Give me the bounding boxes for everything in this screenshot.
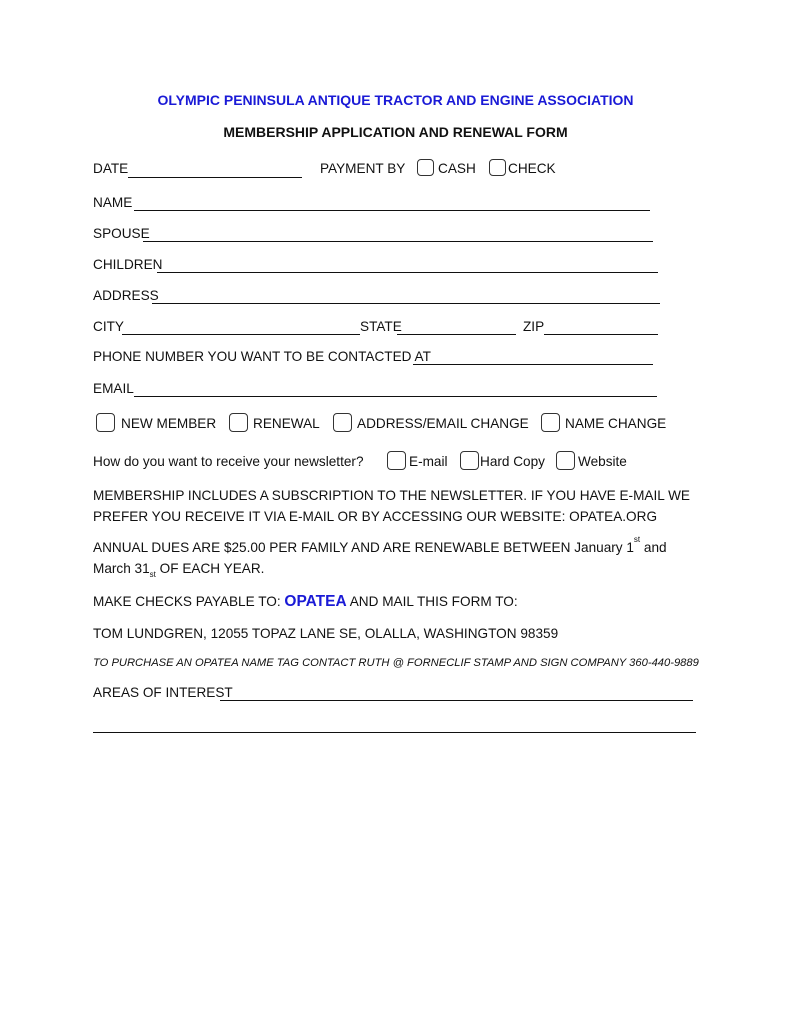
- state-field[interactable]: [397, 334, 516, 335]
- check-checkbox[interactable]: [489, 159, 506, 176]
- email-field[interactable]: [134, 396, 657, 397]
- spouse-field[interactable]: [143, 241, 653, 242]
- renewal-label: RENEWAL: [253, 416, 320, 431]
- children-field[interactable]: [157, 272, 658, 273]
- date-label: DATE: [93, 161, 129, 176]
- organization-title: OLYMPIC PENINSULA ANTIQUE TRACTOR AND ENGINE ASSOCIATION: [157, 92, 634, 108]
- email-label: EMAIL: [93, 381, 134, 396]
- dues-text-2: and March 31: [93, 540, 667, 576]
- dues-info: [93, 537, 693, 579]
- new-member-checkbox[interactable]: [96, 413, 115, 432]
- newsletter-hard-copy-label: Hard Copy: [480, 454, 545, 469]
- date-field[interactable]: [128, 177, 302, 178]
- checks-payable-label: MAKE CHECKS PAYABLE TO:: [93, 594, 285, 609]
- areas-of-interest-field[interactable]: [220, 700, 693, 701]
- payee-name: OPATEA: [284, 593, 347, 610]
- new-member-label: NEW MEMBER: [121, 416, 217, 431]
- address-email-change-label: ADDRESS/EMAIL CHANGE: [357, 416, 529, 431]
- name-tag-note: TO PURCHASE AN OPATEA NAME TAG CONTACT RUTH @ FORNECLIF STAMP AND SIGN COMPANY 360-440-9889: [93, 657, 699, 669]
- newsletter-email-label: E-mail: [409, 454, 448, 469]
- newsletter-website-checkbox[interactable]: [556, 451, 575, 470]
- newsletter-hard-copy-checkbox[interactable]: [460, 451, 479, 470]
- subscription-info: MEMBERSHIP INCLUDES A SUBSCRIPTION TO THE NEWSLETTER. IF YOU HAVE E-MAIL WE PREFER YOU RECEIVE IT VIA E-MAIL OR BY ACCESSING OUR WEBSITE: OPATEA.ORG: [93, 488, 690, 524]
- zip-label: ZIP: [523, 319, 545, 334]
- newsletter-question: How do you want to receive your newsletter?: [93, 454, 364, 469]
- spouse-label: SPOUSE: [93, 226, 150, 241]
- name-change-checkbox[interactable]: [541, 413, 560, 432]
- name-label: NAME: [93, 195, 133, 210]
- form-title: MEMBERSHIP APPLICATION AND RENEWAL FORM: [223, 124, 568, 140]
- dues-superscript-1: st: [633, 535, 641, 545]
- name-field[interactable]: [134, 210, 650, 211]
- mail-address: TOM LUNDGREN, 12055 TOPAZ LANE SE, OLALLA, WASHINGTON 98359: [93, 626, 559, 641]
- renewal-checkbox[interactable]: [229, 413, 248, 432]
- mail-form-label: AND MAIL THIS FORM TO:: [346, 594, 518, 609]
- areas-of-interest-label: AREAS OF INTEREST: [93, 685, 233, 700]
- cash-checkbox[interactable]: [417, 159, 434, 176]
- name-change-label: NAME CHANGE: [565, 416, 667, 431]
- checks-payable-line: [93, 592, 518, 612]
- zip-field[interactable]: [544, 334, 658, 335]
- dues-text-1: ANNUAL DUES ARE $25.00 PER FAMILY AND ARE RENEWABLE BETWEEN January 1: [93, 540, 634, 555]
- city-field[interactable]: [122, 334, 360, 335]
- areas-of-interest-field-line-2[interactable]: [93, 732, 696, 733]
- children-label: CHILDREN: [93, 257, 163, 272]
- state-label: STATE: [360, 319, 402, 334]
- phone-field[interactable]: [413, 364, 653, 365]
- address-label: ADDRESS: [93, 288, 159, 303]
- newsletter-email-checkbox[interactable]: [387, 451, 406, 470]
- address-field[interactable]: [152, 303, 660, 304]
- cash-label: CASH: [438, 161, 476, 176]
- newsletter-website-label: Website: [578, 454, 627, 469]
- dues-superscript-2: st: [149, 569, 156, 579]
- address-email-change-checkbox[interactable]: [333, 413, 352, 432]
- city-label: CITY: [93, 319, 124, 334]
- dues-text-3: OF EACH YEAR.: [155, 561, 265, 576]
- payment-by-label: PAYMENT BY: [320, 161, 406, 176]
- phone-label: PHONE NUMBER YOU WANT TO BE CONTACTED AT: [93, 349, 431, 364]
- check-label: CHECK: [508, 161, 556, 176]
